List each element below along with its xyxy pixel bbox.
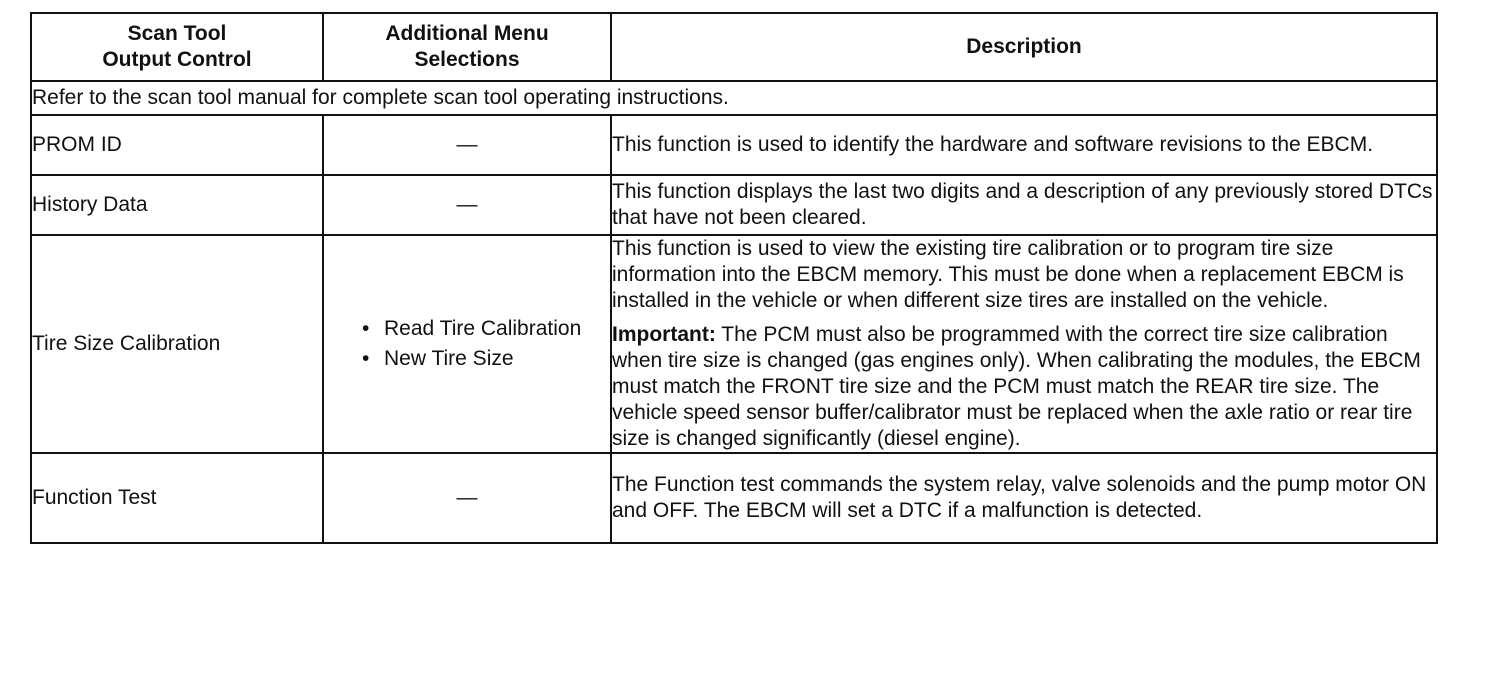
important-note — [612, 322, 1436, 452]
control-name: History Data — [31, 175, 323, 235]
scan-tool-output-control-table — [30, 12, 1438, 544]
header-output-control: Scan Tool Output Control — [31, 13, 323, 81]
bullet-icon: • — [362, 317, 370, 340]
no-selections-dash: — — [323, 115, 611, 175]
header-row — [31, 13, 1437, 81]
table-row — [31, 453, 1437, 543]
selection-label: New Tire Size — [384, 347, 514, 370]
list-item — [360, 316, 610, 342]
important-text: The PCM must also be programmed with the correct tire size calibration when tire size is changed (gas engines only). When calibrating the modules, the EBCM must match the FRONT tire size and the PCM must match the REAR tire size. The vehicle speed sensor buffer/calibrator must be replaced when the axle ratio or rear tire size is changed significantly (diesel engine). — [612, 323, 1421, 450]
no-selections-dash: — — [323, 175, 611, 235]
table-row — [31, 235, 1437, 453]
header-menu-selections: Additional Menu Selections — [323, 13, 611, 81]
selections-list — [324, 316, 610, 372]
note-row — [31, 81, 1437, 115]
row-description: The Function test commands the system relay, valve solenoids and the pump motor ON and OFF. The EBCM will set a DTC if a malfunction is detected. — [611, 453, 1437, 543]
operating-instructions-note: Refer to the scan tool manual for complete scan tool operating instructions. — [31, 81, 1437, 115]
selection-label: Read Tire Calibration — [384, 317, 582, 340]
table-row — [31, 175, 1437, 235]
table-row — [31, 115, 1437, 175]
control-name: Function Test — [31, 453, 323, 543]
header-description: Description — [611, 13, 1437, 81]
menu-selections — [323, 235, 611, 453]
control-name: PROM ID — [31, 115, 323, 175]
no-selections-dash: — — [323, 453, 611, 543]
description-paragraph: This function is used to view the existing tire calibration or to program tire size information into the EBCM memory. This must be done when a replacement EBCM is installed in the vehicle or when different size tires are installed on the vehicle. — [612, 237, 1404, 312]
control-name: Tire Size Calibration — [31, 235, 323, 453]
row-description — [611, 235, 1437, 453]
row-description: This function displays the last two digits and a description of any previously stored DTCs that have not been cleared. — [611, 175, 1437, 235]
important-label: Important: — [612, 323, 716, 346]
bullet-icon: • — [362, 347, 370, 370]
row-description: This function is used to identify the hardware and software revisions to the EBCM. — [611, 115, 1437, 175]
list-item — [360, 346, 610, 372]
